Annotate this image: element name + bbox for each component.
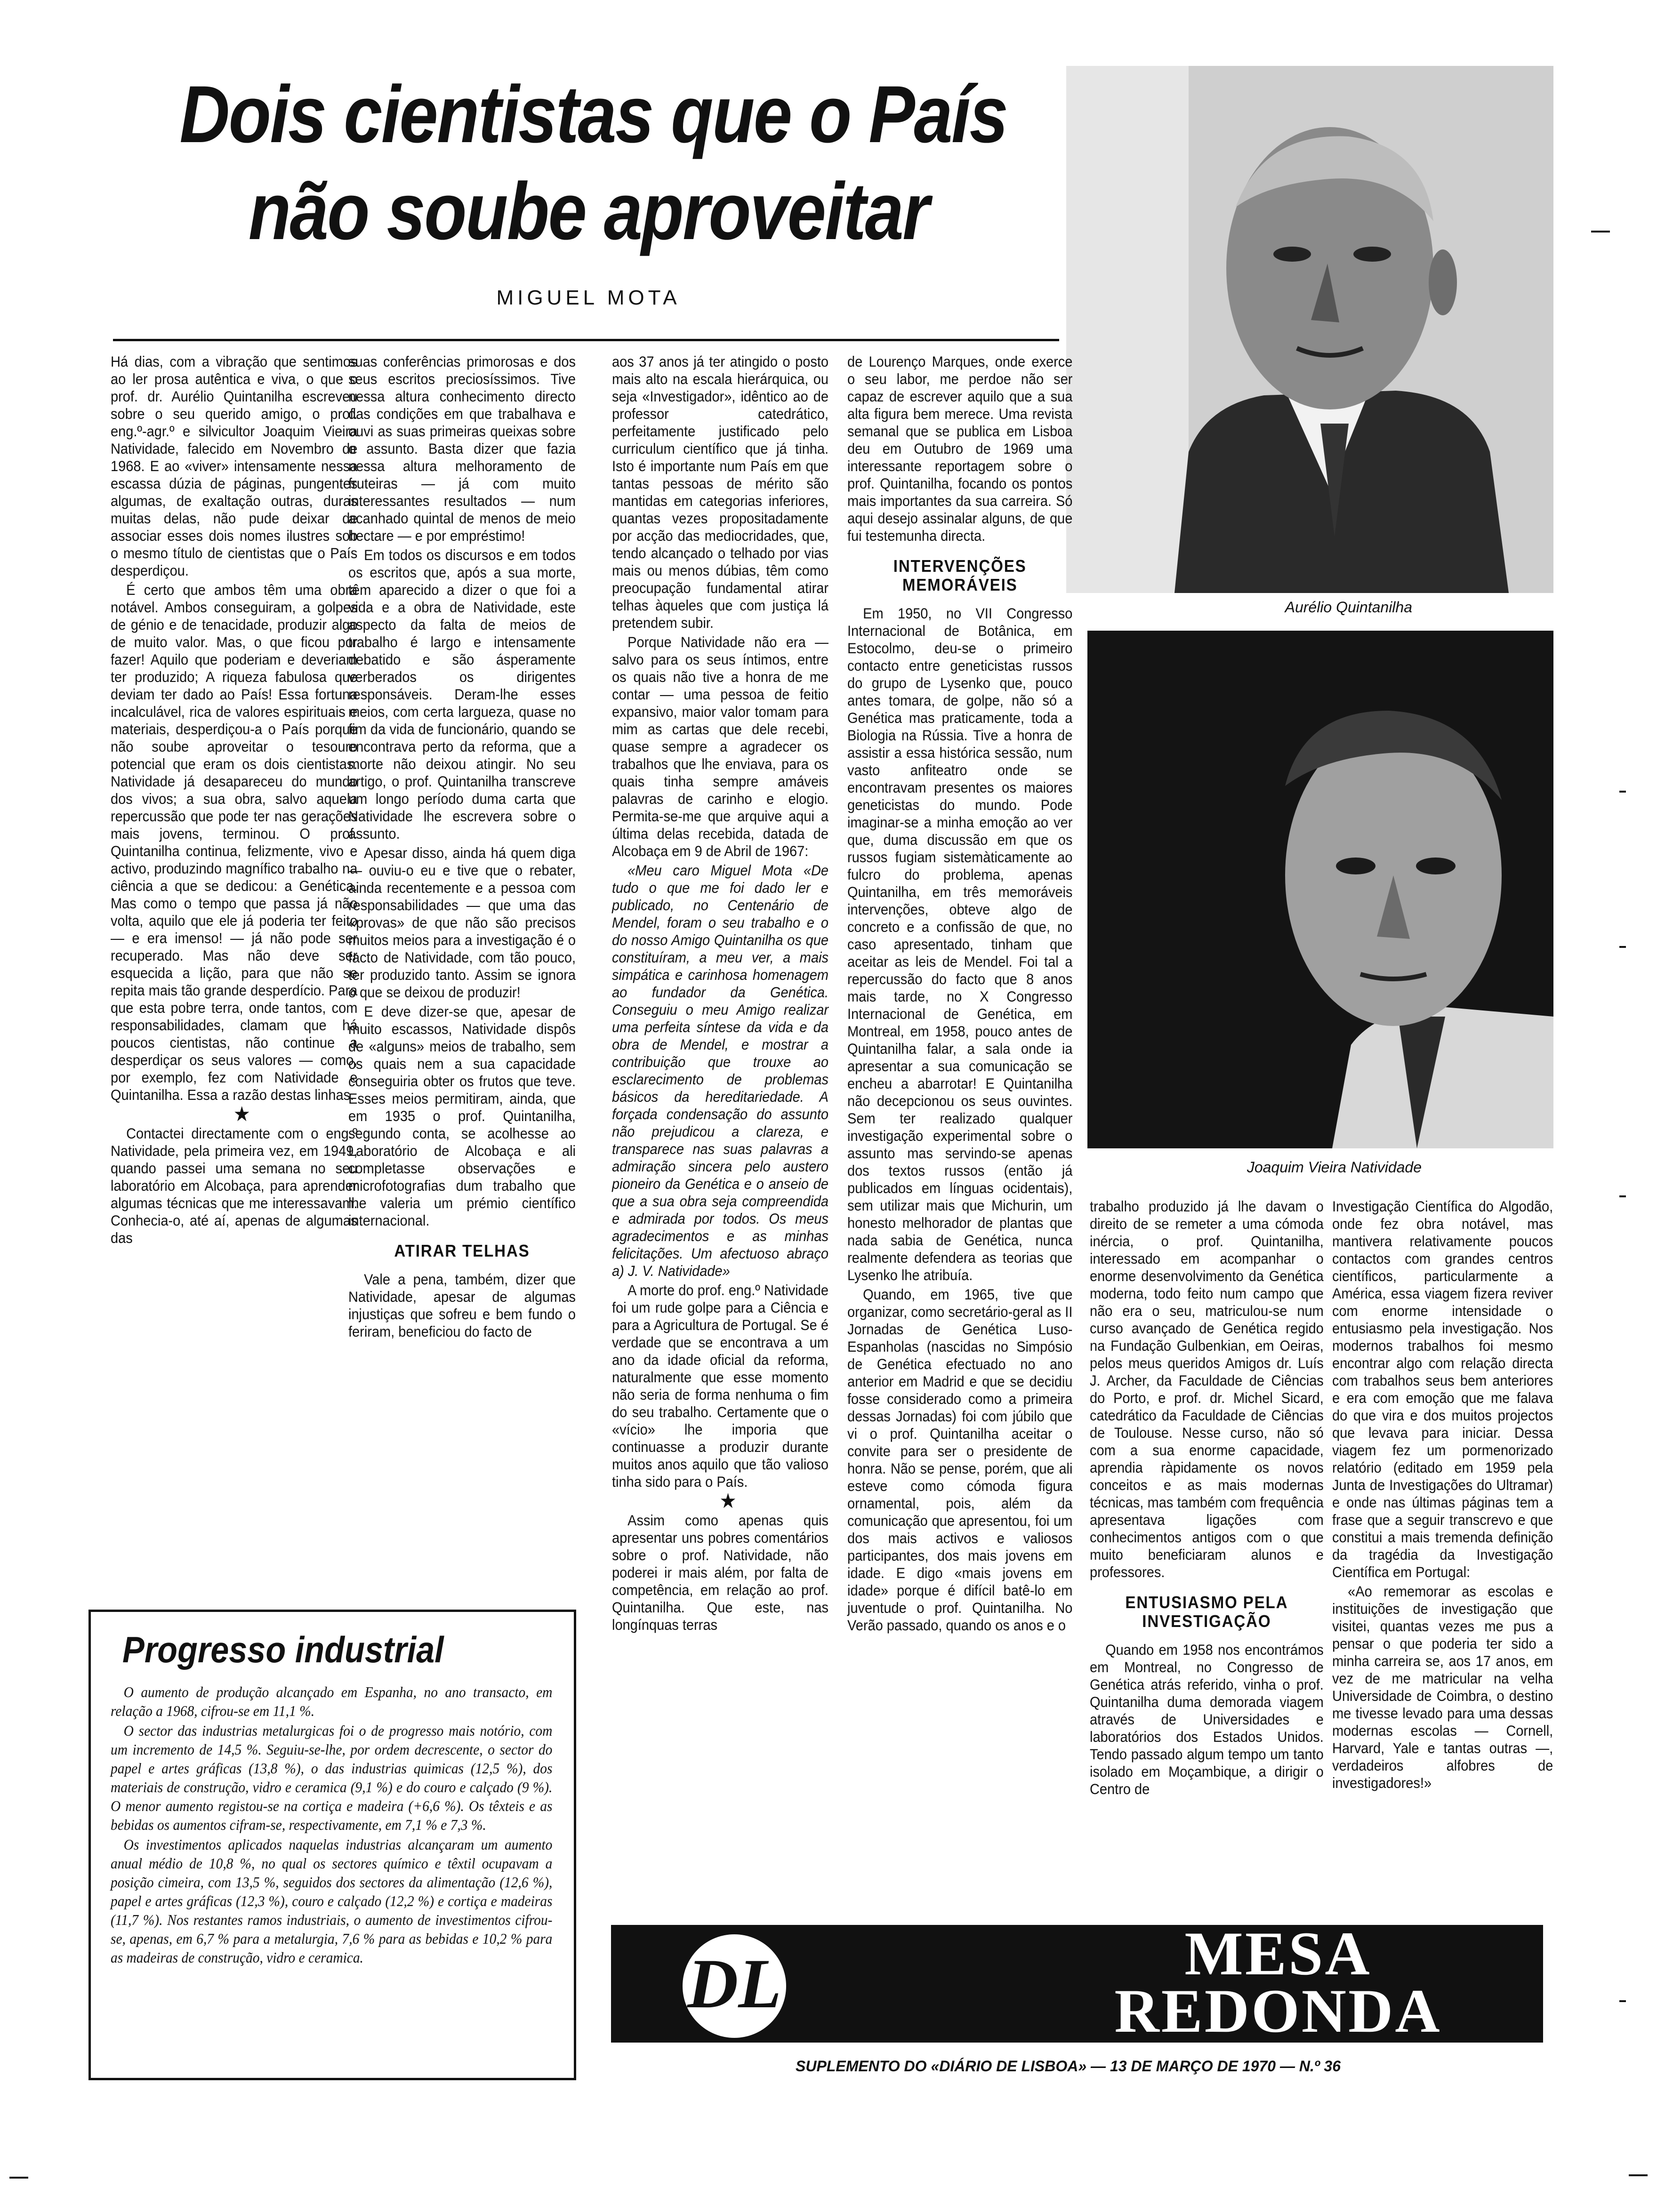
separator-star-icon: ★ (233, 1103, 250, 1126)
banner-title (1031, 1919, 1525, 2045)
headline-line-1: Dois cientistas que o País (179, 69, 1007, 160)
paragraph: E deve dizer-se que, apesar de muito escassos, Natividade dispôs de «alguns» meios de trabalho, sem os quais nem a sua capacidade conseguiria obter os frutos que teve. Esses meios permitiram, ainda, que em 1935 o prof. Quintanilha, segundo conta, se acolhesse ao Laboratório de Alcobaça e ali completasse observações e microfotografias dum trabalho que lhe valeria um prémio científico internacional. (348, 1003, 576, 1229)
paragraph: Em todos os discursos e em todos os escritos que, após a sua morte, têm aparecido a dizer o que foi a vida e a obra de Natividade, este aspecto da falta de meios de trabalho é largo e intensamente debatido e são ásperamente verberados os dirigentes responsáveis. Deram-lhe esses meios, com certa largueza, quase no fim da vida de funcionário, quando se encontrava perto da reforma, que a morte não deixou atingir. No seu artigo, o prof. Quintanilha transcreve um longo período duma carta que Natividade lhe escrevera sobre o assunto. (348, 546, 576, 842)
margin-mark (1629, 2174, 1648, 2176)
dl-logo-text: DL (687, 1945, 781, 2023)
headline-rule (113, 339, 1059, 341)
subhead-intervencoes: INTERVENÇÕES MEMORÁVEIS (893, 556, 1027, 594)
quoted-letter: «Meu caro Miguel Mota «De tudo o que me foi dado ler e publicado, no Centenário de Mendel, foram o seu trabalho e o do nosso Amigo Quintanilha os que constituíram, a meu ver, a mais simpática e carinhosa homenagem ao fundador da Genética. Conseguiu o meu Amigo realizar uma perfeita síntese da vida e da obra de Mendel, e mostrar a contribuição que trouxe ao esclarecimento de problemas básicos da hereditariedade. A forçada condensação do assunto não prejudicou a clareza, e transparece nas suas palavras a admiração sincera pelo austero pioneiro da Genética e o anseio de que a sua obra seja compreendida e admirada por todos. Os meus agradecimentos e as minhas felicitações. Um afectuoso abraço a) J. V. Natividade» (612, 862, 828, 1279)
paragraph: suas conferências primorosas e dos seus escritos preciosíssimos. Tive nessa altura conhecimento directo das condições em que trabalhava e ouvi as suas primeiras queixas sobre o assunto. Basta dizer que fazia nessa altura melhoramento de fruteiras — já com muito interessantes resultados — num acanhado quintal de menos de meio hectare — e por empréstimo! (348, 353, 576, 544)
paragraph: Porque Natividade não era — salvo para os seus íntimos, entre os quais não tive a honra de me contar — uma pessoa de feitio expansivo, maior valor tomam para mim as cartas que dele recebi, quase sempre a agradecer os trabalhos que lhe enviava, para os quais tinha sempre amáveis palavras de carinho e elogio. Permita-se-me que arquive aqui a última delas recebida, datada de Alcobaça em 9 de Abril de 1967: (612, 633, 828, 859)
footer-credit: SUPLEMENTO DO «DIÁRIO DE LISBOA» — 13 DE MARÇO DE 1970 — N.º 36 (796, 2058, 1341, 2075)
margin-mark (9, 2177, 28, 2179)
column-4 (847, 353, 1072, 1636)
paragraph: É certo que ambos têm uma obra notável. Ambos conseguiram, a golpes de génio e de tenacidade, produzir algo de muito valor. Mas, o que ficou por fazer! Aquilo que poderiam e deveriam ter produzido; A riqueza fabulosa que deviam ter dado ao País! Essa fortuna incalculável, rica de valores espirituais e materiais, desperdiçou-a o País porque não soube aproveitar o tesouro potencial que eram os dois cientistas. Natividade já desapareceu do mundo dos vivos; a sua obra, salvo aquela repercussão que pode ter nas gerações mais jovens, terminou. O prof. Quintanilha continua, felizmente, vivo e activo, produzindo magnífico trabalho na ciência a que se dedicou: a Genética. Mas como o tempo que passa já não volta, aquilo que ele já poderia ter feito — e era imenso! — já não pode ser recuperado. Mas não deve ser esquecida a lição, para que não se repita mais tão grande desperdício. Para que esta pobre terra, onde tantos, com responsabilidades, clamam que há poucos cientistas, não continue a desperdiçar os seus valores — como, por exemplo, fez com Natividade e Quintanilha. Essa a razão destas linhas. (111, 581, 358, 1103)
banner-line-2: REDONDA (1114, 1976, 1442, 2045)
paragraph: Em 1950, no VII Congresso Internacional de Botânica, em Estocolmo, deu-se o primeiro contacto entre geneticistas russos do grupo de Lysenko que, pouco antes tomara, de golpe, não só a Genética mas praticamente, toda a Biologia na Rússia. Tive a honra de assistir a essa histórica sessão, num vasto anfiteatro onde se encontravam presentes os maiores geneticistas do mundo. Pode imaginar-se a minha emoção ao ver que, duma discussão em que os russos fugiam sistemàticamente ao fulcro do problema, apenas Quintanilha, em três memoráveis intervenções, obteve algo de concreto e a confissão de que, no caso apresentado, tinham que aceitar as leis de Mendel. Foi tal a repercussão do facto que 8 anos mais tarde, no X Congresso Internacional de Genética, em Montreal, em 1958, pouco antes de Quintanilha falar, a sala onde ia apresentar a sua comunicação se encheu a abarrotar! E Quintanilha não decepcionou os seus ouvintes. Sem ter realizado qualquer investigação experimental sobre o assunto mas servindo-se apenas dos textos russos (então já publicados em línguas ocidentais), sem utilizar mais que Michurin, um honesto melhorador de plantas que nada sabia de Genética, nunca realmente defendera as teorias que Lysenko lhe atribuía. (847, 605, 1073, 1283)
box-text (111, 1683, 552, 1968)
paragraph: O sector das industrias metalurgicas foi o de progresso mais notório, com um incremento de 14,5 %. Seguiu-se-lhe, por ordem decrescente, o sector do papel e artes gráficas (13,8 %), o das industrias quimicas (12,5 %), dos materiais de construção, vidro e ceramica (9,1 %) e do couro e calçado (9 %). O menor aumento registou-se na cortiça e madeira (+6,6 %). Os têxteis e as bebidas os aumentos cifram-se, respectivamente, em 7,1 % e 7,3 %. (111, 1722, 553, 1833)
subhead-atirar-telhas: ATIRAR TELHAS (394, 1241, 530, 1260)
portrait-quintanilha (1066, 66, 1553, 593)
byline: MIGUEL MOTA (496, 286, 681, 309)
portrait-quintanilha-image (1066, 66, 1553, 593)
paragraph: Quando em 1958 nos encontrámos em Montreal, no Congresso de Genética atrás referido, vinha o prof. Quintanilha duma demorada viagem através de Universidades e laboratórios dos Estados Unidos. Tendo passado algum tempo um tanto isolado em Moçambique, a dirigir o Centro de (1090, 1641, 1324, 1797)
portrait-natividade-image (1087, 631, 1553, 1148)
paragraph: Investigação Científica do Algodão, onde fez obra notável, mas mantivera relativamente poucos contactos com grandes centros científicos, particularmente a América, essa viagem fizera reviver com enorme intensidade o entusiasmo pela investigação. Nos modernos trabalhos foi mesmo encontrar algo com relação directa com trabalhos seus bem anteriores e era com emoção que me falava do que vira e dos muitos projectos que levava para iniciar. Dessa viagem fez um pormenorizado relatório (editado em 1959 pela Junta de Investigações do Ultramar) e onde nas últimas páginas tem a frase que a seguir transcrevo e que constitui a mais tremenda definição da tragédia da Investigação Científica em Portugal: (1332, 1198, 1553, 1580)
paragraph: Vale a pena, também, dizer que Natividade, apesar de algumas injustiças que sofreu e bem fundo o feriram, beneficiou do facto de (348, 1271, 576, 1340)
paragraph: «Ao rememorar as escolas e instituições de investigação que visitei, quantas vezes me pus a pensar o que poderia ter sido a minha carreira se, aos 17 anos, em vez de me matricular na velha Universidade de Coimbra, o destino me tivesse levado para uma dessas modernas escolas — Cornell, Harvard, Yale e tantas outras —, verdadeiros alfobres de investigadores!» (1332, 1583, 1553, 1791)
banner-line-1: MESA (1184, 1919, 1372, 1988)
box-title: Progresso industrial (122, 1629, 444, 1670)
headline (179, 66, 1007, 260)
column-5 (1090, 1198, 1324, 1800)
column-1 (111, 353, 357, 1249)
margin-mark (1619, 791, 1626, 793)
paragraph: aos 37 anos já ter atingido o posto mais alto na escala hierárquica, ou seja «Investigador», idêntico ao de professor catedrático, perfeitamente justificado pelo curriculum científico que já tinha. Isto é importante num País em que tantas pessoas de mérito são mantidas em categorias inferiores, quantas vezes propositadamente por acção das mediocridades, que, tendo alcançado o telhado por vias mais ou menos dúbias, têm como preocupação fundamental atirar telhas àqueles que com justiça lá pretendem subir. (612, 353, 828, 631)
paragraph: Quando, em 1965, tive que organizar, como secretário-geral as II Jornadas de Genética Luso-Espanholas (nascidas no Simpósio de Genética efectuado no ano anterior em Madrid e que se decidiu fosse considerado como a primeira dessas Jornadas) foi com júbilo que vi o prof. Quintanilha aceitar o convite para ser o presidente de honra. Não se pense, porém, que ali esteve como cómoda figura ornamental, pois, além da comunicação que apresentou, foi um dos mais activos e valiosos participantes, dos mais jovens em idade. E digo «mais jovens em idade» porque é difícil batê-lo em juventude o prof. Quintanilha. No Verão passado, quando os anos e o (847, 1286, 1073, 1634)
paragraph: Os investimentos aplicados naquelas industrias alcançaram um aumento anual médio de 10,8 %, no qual os sectores químico e têxtil ocupavam a posição cimeira, com 13,5 %, seguidos dos sectores da alimentação (12,6 %), papel e artes gráficas (12,3 %), couro e calçado (12,2 %) e cortiça e madeiras (11,7 %). Nos restantes ramos industriais, o aumento de investimentos cifrou-se, apenas, em 6,7 % para a metalurgia, 7,6 % para as bebidas e 10,2 % para as madeiras de construção, vidro e ceramica. (111, 1836, 553, 1966)
headline-line-2: não soube aproveitar (248, 166, 929, 256)
margin-mark (1591, 231, 1610, 232)
column-3 (612, 353, 828, 1635)
caption-natividade: Joaquim Vieira Natividade (1247, 1159, 1422, 1176)
separator-star-icon: ★ (719, 1490, 737, 1513)
margin-mark (1619, 1195, 1626, 1197)
paragraph: Apesar disso, ainda há quem diga — ouviu-o eu e tive que o rebater, ainda recentemente e a pessoa com responsabilidades — que uma das «provas» de que não são precisos muitos meios para a investigação é o facto de Natividade, com tão pouco, ter produzido tanto. Assim se ignora o que se deixou de produzir! (348, 844, 576, 1001)
paragraph: Há dias, com a vibração que sentimos ao ler prosa autêntica e viva, o que o prof. dr. Aurélio Quintanilha escreveu sobre o seu querido amigo, o prof. eng.º-agr.º e silvicultor Joaquim Vieira Natividade, falecido em Novembro de 1968. E ao «viver» intensamente nessa escassa dúzia de páginas, pungentes algumas, de exaltação outras, duras muitas delas, não pude deixar de associar esses dois nomes ilustres sob o mesmo título de cientistas que o País desperdiçou. (111, 353, 358, 579)
paragraph: A morte do prof. eng.º Natividade foi um rude golpe para a Ciência e para a Agricultura de Portugal. Se é verdade que se encontrava a um ano da idade oficial da reforma, naturalmente que esse momento não seria de forma nenhuma o fim do seu trabalho. Certamente que o «vício» lhe imporia que continuasse a produzir durante muitos anos aquilo que tão valioso tinha sido para o País. (612, 1282, 828, 1490)
subhead-entusiasmo: ENTUSIASMO PELA INVESTIGAÇÃO (1125, 1593, 1288, 1631)
margin-mark (1619, 2000, 1626, 2002)
paragraph: de Lourenço Marques, onde exerce o seu labor, me perdoe não ser capaz de escrever aquilo que a sua alta figura bem merece. Uma revista semanal que se publica em Lisboa deu em Outubro de 1969 uma interessante reportagem sobre o prof. Quintanilha, focando os pontos mais importantes da sua carreira. Só aqui desejo assinalar alguns, de que fui testemunha directa. (847, 353, 1073, 544)
paragraph: Contactei directamente com o eng.º Natividade, pela primeira vez, em 1949, quando passei uma semana no seu laboratório em Alcobaça, para aprender algumas técnicas que me interessavam. Conhecia-o, até aí, apenas de algumas das (111, 1125, 358, 1246)
paragraph: Assim como apenas quis apresentar uns pobres comentários sobre o prof. Natividade, não poderei ir mais além, por falta de competência, em relação ao prof. Quintanilha. Que este, nas longínquas terras (612, 1512, 828, 1633)
caption-quintanilha: Aurélio Quintanilha (1285, 599, 1412, 616)
portrait-natividade (1087, 631, 1553, 1148)
paragraph: trabalho produzido já lhe davam o direito de se remeter a uma cómoda inércia, o prof. Quintanilha, interessado em acompanhar o enorme desenvolvimento da Genética moderna, todo feito num campo que não era o seu, matriculou-se num curso avançado de Genética regido na Fundação Gulbenkian, em Oeiras, pelos meus queridos Amigos dr. Luís J. Archer, da Faculdade de Ciências do Porto, e prof. dr. Michel Sicard, catedrático da Faculdade de Ciências de Toulouse. Nesse curso, não só com a sua enorme capacidade, aprendia ràpidamente os novos conceitos e as mais modernas técnicas, mas também com frequência apresentava ligações com conhecimentos antigos com o que muito beneficiaram alunos e professores. (1090, 1198, 1324, 1580)
paragraph: O aumento de produção alcançado em Espanha, no ano transacto, em relação a 1968, cifrou-se em 11,1 %. (111, 1683, 553, 1719)
margin-mark (1619, 946, 1626, 948)
column-2 (348, 353, 576, 1342)
column-6 (1332, 1198, 1553, 1794)
